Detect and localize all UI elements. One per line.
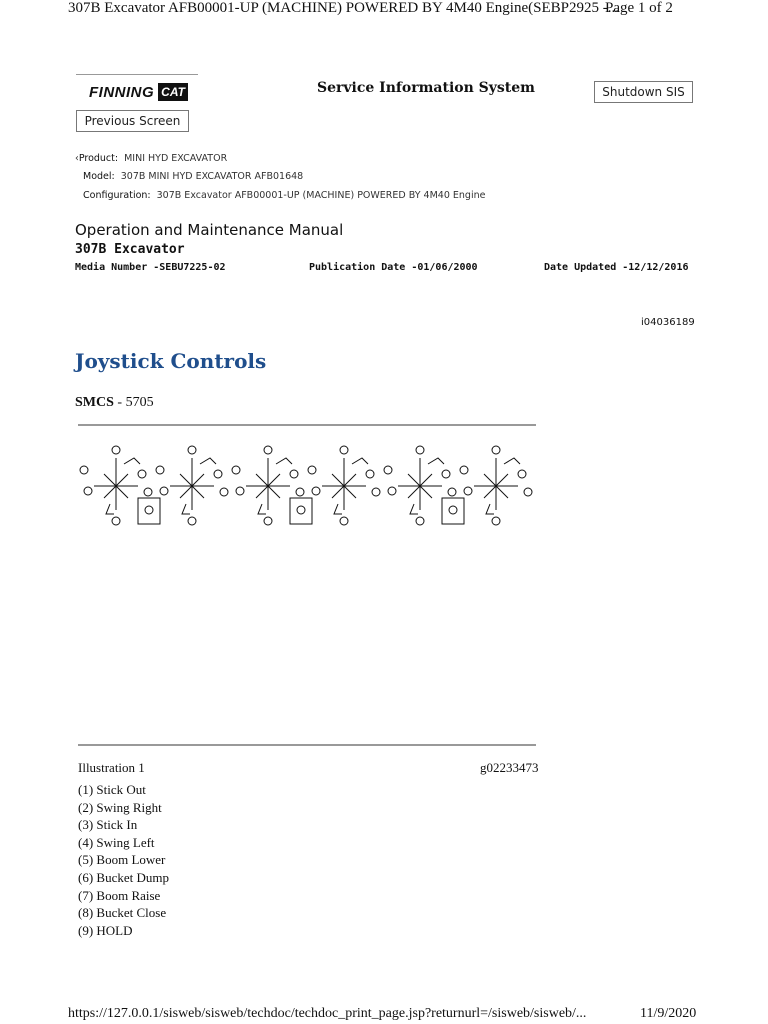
position-marker-circle [80, 466, 88, 474]
position-marker-circle [138, 470, 146, 478]
illustration-top-rule [78, 424, 536, 426]
print-header-page-number: Page 1 of 2 [605, 0, 673, 16]
position-marker-circle [340, 517, 348, 525]
position-marker-circle [236, 487, 244, 495]
legend-item: (7) Boom Raise [78, 887, 161, 903]
finning-logo-text: FINNING [89, 83, 155, 101]
breadcrumb-model-label: Model: [83, 171, 115, 182]
machine-arm-sketch [486, 504, 494, 514]
position-marker-circle [296, 488, 304, 496]
position-marker-circle [464, 487, 472, 495]
manual-subtitle: 307B Excavator [75, 242, 185, 257]
breadcrumb-configuration [83, 190, 485, 201]
machine-arm-sketch [200, 458, 216, 464]
position-marker-circle [290, 470, 298, 478]
system-title: Service Information System [317, 80, 535, 96]
position-marker-circle [220, 488, 228, 496]
legend-item: (2) Swing Right [78, 799, 162, 815]
position-marker-circle [312, 487, 320, 495]
machine-arm-sketch [124, 458, 140, 464]
manual-title: Operation and Maintenance Manual [75, 221, 344, 239]
publication-date: Publication Date -01/06/2000 [309, 262, 478, 273]
position-marker-circle [416, 446, 424, 454]
legend-item: (5) Boom Lower [78, 852, 166, 868]
machine-arm-sketch [504, 458, 520, 464]
breadcrumb-product[interactable] [75, 153, 227, 164]
illustration-legend [78, 781, 169, 939]
position-marker-circle [308, 466, 316, 474]
previous-screen-button[interactable]: Previous Screen [76, 110, 189, 132]
legend-item: (6) Bucket Dump [78, 869, 169, 885]
position-marker-circle [366, 470, 374, 478]
illustration-label: Illustration 1 [78, 760, 145, 775]
breadcrumb-product-label: Product: [78, 153, 119, 164]
position-marker-circle [297, 506, 305, 514]
smcs-code [75, 395, 154, 411]
breadcrumb-product-value: MINI HYD EXCAVATOR [124, 153, 228, 164]
machine-arm-sketch [334, 504, 342, 514]
position-marker-circle [340, 446, 348, 454]
position-marker-circle [524, 488, 532, 496]
position-marker-circle [188, 517, 196, 525]
date-updated: Date Updated -12/12/2016 [544, 262, 689, 273]
machine-arm-sketch [182, 504, 190, 514]
legend-item: (9) HOLD [78, 922, 133, 938]
legend-item: (8) Bucket Close [78, 905, 167, 921]
position-marker-circle [372, 488, 380, 496]
position-marker-circle [188, 446, 196, 454]
document-title: Joystick Controls [75, 349, 267, 373]
position-marker-circle [144, 488, 152, 496]
position-marker-circle [112, 446, 120, 454]
machine-arm-sketch [428, 458, 444, 464]
legend-item: (3) Stick In [78, 817, 138, 833]
legend-item: (4) Swing Left [78, 834, 155, 850]
position-marker-circle [160, 487, 168, 495]
position-marker-circle [145, 506, 153, 514]
position-marker-circle [214, 470, 222, 478]
shutdown-sis-button[interactable]: Shutdown SIS [594, 81, 693, 103]
position-marker-circle [416, 517, 424, 525]
position-marker-circle [232, 466, 240, 474]
position-marker-circle [442, 470, 450, 478]
position-marker-circle [112, 517, 120, 525]
position-marker-circle [84, 487, 92, 495]
position-marker-circle [448, 488, 456, 496]
position-marker-circle [460, 466, 468, 474]
position-marker-circle [384, 466, 392, 474]
smcs-value: - 5705 [113, 395, 154, 410]
operator-seat-sketch [138, 498, 160, 524]
position-marker-circle [264, 517, 272, 525]
machine-arm-sketch [276, 458, 292, 464]
breadcrumb-model [83, 171, 303, 182]
document-id: i04036189 [641, 317, 695, 328]
operator-seat-sketch [290, 498, 312, 524]
finning-cat-logo [76, 74, 198, 109]
machine-arm-sketch [352, 458, 368, 464]
position-marker-circle [449, 506, 457, 514]
illustration-bottom-rule [78, 744, 536, 746]
legend-item: (1) Stick Out [78, 782, 146, 797]
illustration-id: g02233473 [480, 760, 539, 775]
position-marker-circle [518, 470, 526, 478]
position-marker-circle [264, 446, 272, 454]
back-chevron-icon: ‹ [75, 153, 79, 164]
breadcrumb-model-value: 307B MINI HYD EXCAVATOR AFB01648 [120, 171, 304, 182]
operator-seat-sketch [442, 498, 464, 524]
machine-arm-sketch [106, 504, 114, 514]
print-footer-date: 11/9/2020 [640, 1006, 697, 1021]
print-footer-url: https://127.0.0.1/sisweb/sisweb/techdoc/techdoc_print_page.jsp?returnurl=/sisweb/sisweb/... [68, 1006, 587, 1021]
media-number: Media Number -SEBU7225-02 [75, 262, 226, 273]
position-marker-circle [156, 466, 164, 474]
machine-arm-sketch [258, 504, 266, 514]
position-marker-circle [492, 446, 500, 454]
smcs-label: SMCS [75, 395, 114, 410]
joystick-pattern-illustration [78, 440, 536, 532]
machine-arm-sketch [410, 504, 418, 514]
position-marker-circle [492, 517, 500, 525]
cat-logo-badge: CAT [158, 83, 188, 101]
breadcrumb-config-label: Configuration: [83, 190, 151, 201]
breadcrumb-config-value: 307B Excavator AFB00001-UP (MACHINE) POWERED BY 4M40 Engine [156, 190, 486, 201]
position-marker-circle [388, 487, 396, 495]
print-header-title: 307B Excavator AFB00001-UP (MACHINE) POWERED BY 4M40 Engine(SEBP2925 -... [68, 0, 619, 16]
